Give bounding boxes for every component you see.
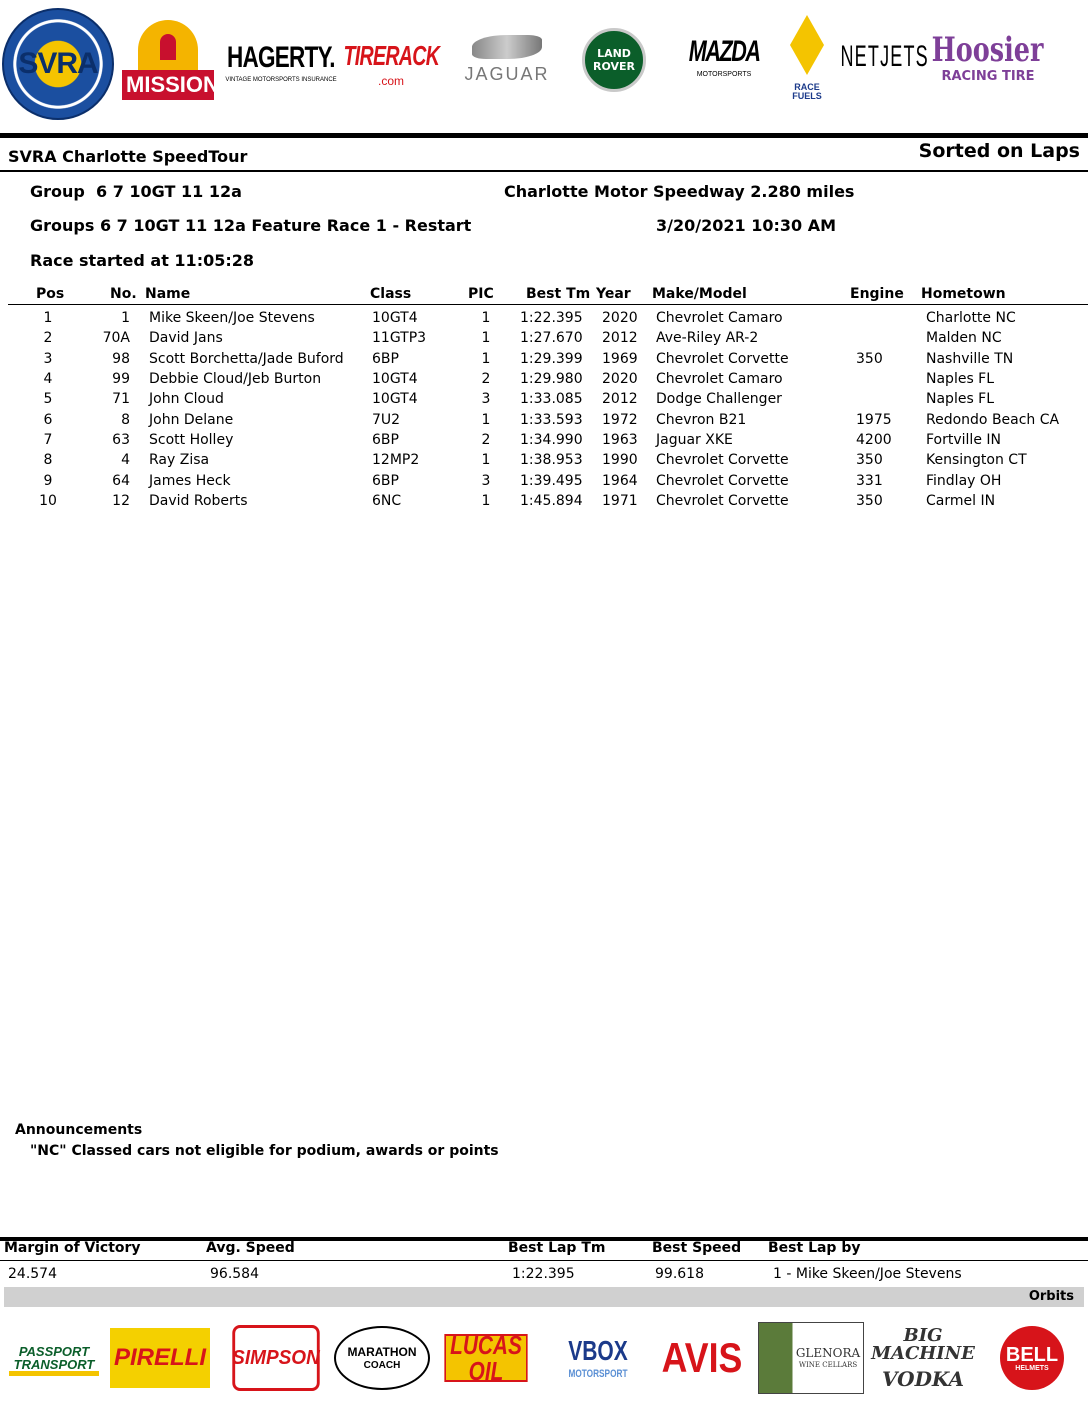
cell-no: 70A: [102, 330, 130, 346]
announcements-title: Announcements: [15, 1122, 143, 1138]
svra-logo-text: SVRA: [18, 47, 98, 80]
column-header-best-tm: Best Tm: [526, 286, 591, 302]
cell-make-model: Chevrolet Camaro: [656, 310, 783, 326]
hagerty-logo-text: HAGERTY.: [227, 41, 335, 74]
cell-best-tm: 1:33.085: [520, 391, 583, 407]
lucas-logo-mark: LUCAS OIL: [444, 1334, 527, 1382]
cell-hometown: Kensington CT: [926, 452, 1027, 468]
jaguar-leaper-icon: [472, 35, 542, 59]
cell-no: 1: [121, 310, 130, 326]
table-row: [0, 473, 1088, 493]
cell-pic: 3: [481, 391, 491, 407]
mazda-logo-text: MAZDA: [688, 34, 760, 68]
cell-name: Scott Holley: [149, 432, 234, 448]
column-header-name: Name: [145, 286, 191, 302]
orbits-bar: [4, 1287, 1084, 1307]
cell-best-tm: 1:39.495: [520, 473, 583, 489]
mission-roof-icon: [138, 20, 198, 70]
passport-logo-mark: PASSPORT TRANSPORT: [9, 1326, 99, 1390]
mission-logo-text: MISSION: [122, 70, 214, 100]
table-row: [0, 432, 1088, 452]
jaguar-logo: [458, 14, 556, 104]
column-header-class: Class: [370, 286, 412, 302]
vbox-logo-text: VBOX: [568, 1334, 628, 1366]
cell-pic: 3: [481, 473, 491, 489]
cell-engine: 331: [856, 473, 883, 489]
cell-class: 12MP2: [372, 452, 420, 468]
jaguar-logo-text: JAGUAR: [464, 64, 550, 84]
cell-best-tm: 1:33.593: [520, 412, 583, 428]
cell-best-tm: 1:29.980: [520, 371, 583, 387]
simpson-logo-mark: SIMPSON: [232, 1325, 319, 1391]
cell-no: 4: [121, 452, 130, 468]
summary-header-margin: Margin of Victory: [4, 1240, 141, 1256]
cell-no: 99: [112, 371, 130, 387]
cell-make-model: Chevrolet Corvette: [656, 351, 789, 367]
announcement-text: "NC" Classed cars not eligible for podium, awards or points: [30, 1143, 499, 1159]
column-header-hometown: Hometown: [921, 286, 1006, 302]
cell-best-tm: 1:22.395: [520, 310, 583, 326]
cell-pos: 1: [43, 310, 53, 326]
cell-pos: 5: [43, 391, 53, 407]
cell-name: David Jans: [149, 330, 223, 346]
summary-header-best-lap: Best Lap Tm: [508, 1240, 606, 1256]
cell-pic: 1: [481, 412, 491, 428]
cell-name: Ray Zisa: [149, 452, 210, 468]
avis-logo-mark: AVIS: [661, 1334, 743, 1381]
bigmachine-logo-sub: VODKA: [881, 1367, 965, 1391]
cell-pos: 6: [43, 412, 53, 428]
cell-year: 1990: [602, 452, 638, 468]
lucas-oil-logo: [434, 1312, 538, 1404]
table-row: [0, 391, 1088, 411]
cell-hometown: Naples FL: [926, 371, 995, 387]
header-rule-bottom: [0, 170, 1088, 172]
bigmachine-logo-mark: [871, 1323, 975, 1393]
cell-class: 6BP: [372, 351, 399, 367]
cell-no: 64: [112, 473, 130, 489]
landrover-oval-icon: [582, 28, 646, 92]
cell-pos: 2: [43, 330, 53, 346]
cell-year: 1969: [602, 351, 638, 367]
cell-year: 2020: [602, 310, 638, 326]
hoosier-logo: [930, 6, 1046, 110]
svra-logo: [2, 8, 114, 120]
cell-make-model: Chevrolet Camaro: [656, 371, 783, 387]
table-row: [0, 310, 1088, 330]
cell-hometown: Nashville TN: [926, 351, 1014, 367]
cell-class: 7U2: [372, 412, 401, 428]
cell-year: 1964: [602, 473, 638, 489]
cell-engine: 4200: [856, 432, 892, 448]
summary-best-lap-value: 1:22.395: [512, 1266, 575, 1282]
cell-class: 10GT4: [372, 310, 418, 326]
mazda-tagline: MOTORSPORTS: [696, 70, 752, 78]
cell-best-tm: 1:29.399: [520, 351, 583, 367]
netjets-logo-text: NETJETS: [840, 40, 930, 73]
tirerack-logo-text: TIRERACK: [343, 40, 439, 71]
table-row: [0, 371, 1088, 391]
simpson-logo: [228, 1312, 324, 1404]
session-label: Groups 6 7 10GT 11 12a Feature Race 1 - Restart: [30, 216, 472, 235]
cell-hometown: Charlotte NC: [926, 310, 1016, 326]
top-sponsor-band: [0, 0, 1088, 122]
racefuels-logo-text: RACE FUELS: [792, 82, 822, 101]
cell-make-model: Dodge Challenger: [656, 391, 782, 407]
cell-class: 6BP: [372, 432, 399, 448]
bell-logo-sub: HELMETS: [1015, 1364, 1049, 1372]
cell-year: 1972: [602, 412, 638, 428]
cell-pic: 1: [481, 351, 491, 367]
cell-class: 6BP: [372, 473, 399, 489]
summary-header-best-lap-by: Best Lap by: [768, 1240, 861, 1256]
summary-header-avg-speed: Avg. Speed: [206, 1240, 295, 1256]
cell-class: 10GT4: [372, 391, 418, 407]
event-title: SVRA Charlotte SpeedTour: [8, 147, 248, 166]
bell-logo-mark: [1000, 1326, 1064, 1390]
hoosier-logo-text: Hoosier: [932, 29, 1044, 70]
cell-no: 8: [121, 412, 130, 428]
vbox-motorsport-logo: [556, 1312, 640, 1404]
summary-best-lap-by-value: 1 - Mike Skeen/Joe Stevens: [773, 1266, 962, 1282]
cell-name: Debbie Cloud/Jeb Burton: [149, 371, 322, 387]
mission-logo: [122, 10, 219, 110]
tirerack-logo: [344, 22, 438, 108]
cell-name: John Cloud: [149, 391, 224, 407]
cell-best-tm: 1:45.894: [520, 493, 583, 509]
cell-hometown: Naples FL: [926, 391, 995, 407]
marathon-logo-mark: [334, 1326, 430, 1390]
track-label: Charlotte Motor Speedway 2.280 miles: [504, 182, 855, 201]
table-row: [0, 412, 1088, 432]
cell-name: John Delane: [149, 412, 234, 428]
table-row: [0, 452, 1088, 472]
cell-pic: 1: [481, 330, 491, 346]
column-header-engine: Engine: [850, 286, 904, 302]
column-header-year: Year: [596, 286, 631, 302]
glenora-logo-mark: [758, 1322, 864, 1394]
cell-pic: 2: [481, 371, 491, 387]
cell-name: James Heck: [149, 473, 231, 489]
summary-best-speed-value: 99.618: [655, 1266, 704, 1282]
cell-pos: 7: [43, 432, 53, 448]
cell-name: Mike Skeen/Joe Stevens: [149, 310, 315, 326]
cell-year: 2012: [602, 391, 638, 407]
cell-pos: 10: [39, 493, 57, 509]
landrover-logo: [568, 10, 660, 110]
cell-make-model: Ave-Riley AR-2: [656, 330, 759, 346]
cell-year: 1971: [602, 493, 638, 509]
cell-hometown: Carmel IN: [926, 493, 996, 509]
cell-pic: 2: [481, 432, 491, 448]
hagerty-logo: [226, 18, 336, 108]
racefuels-logo: [784, 6, 830, 110]
cell-class: 11GTP3: [372, 330, 427, 346]
big-machine-vodka-logo: [870, 1312, 976, 1404]
summary-header-best-speed: Best Speed: [652, 1240, 742, 1256]
summary-header-rule: [0, 1260, 1088, 1261]
cell-class: 10GT4: [372, 371, 418, 387]
summary-avg-speed-value: 96.584: [210, 1266, 259, 1282]
tirerack-domain: .com: [377, 74, 404, 88]
avis-logo: [654, 1312, 750, 1404]
table-row: [0, 351, 1088, 371]
cell-engine: 350: [856, 493, 883, 509]
cell-hometown: Redondo Beach CA: [926, 412, 1060, 428]
column-header-make-model: Make/Model: [652, 286, 747, 302]
cell-best-tm: 1:34.990: [520, 432, 583, 448]
cell-class: 6NC: [372, 493, 402, 509]
marathon-logo-text: MARATHON: [347, 1344, 417, 1359]
bigmachine-logo-text: BIG MACHINE: [871, 1325, 975, 1364]
cell-make-model: Chevrolet Corvette: [656, 493, 789, 509]
column-header-pic: PIC: [468, 286, 494, 302]
cell-no: 12: [112, 493, 130, 509]
vbox-logo-sub: MOTORSPORT: [568, 1367, 628, 1380]
cell-engine: 350: [856, 452, 883, 468]
cell-make-model: Jaguar XKE: [656, 432, 733, 448]
session-datetime: 3/20/2021 10:30 AM: [656, 216, 836, 235]
cell-year: 2012: [602, 330, 638, 346]
table-row: [0, 330, 1088, 350]
hoosier-tagline: RACING TIRE: [941, 68, 1035, 84]
passport-transport-logo: [8, 1312, 100, 1404]
mazda-logo: [676, 4, 772, 110]
race-start-time: Race started at 11:05:28: [30, 251, 255, 270]
cell-name: David Roberts: [149, 493, 248, 509]
cell-make-model: Chevrolet Corvette: [656, 452, 789, 468]
pirelli-logo-mark: PIRELLI: [110, 1328, 210, 1388]
cell-best-tm: 1:38.953: [520, 452, 583, 468]
cell-no: 71: [112, 391, 130, 407]
cell-pos: 8: [43, 452, 53, 468]
cell-hometown: Malden NC: [926, 330, 1002, 346]
bell-helmets-logo: [996, 1312, 1068, 1404]
sunoco-diamond-icon: [790, 15, 824, 75]
cell-hometown: Fortville IN: [926, 432, 1001, 448]
orbits-label: Orbits: [1028, 1289, 1074, 1304]
table-header-rule: [8, 304, 1088, 305]
cell-year: 2020: [602, 371, 638, 387]
pirelli-logo: [108, 1312, 212, 1404]
cell-pos: 3: [43, 351, 53, 367]
cell-pic: 1: [481, 493, 491, 509]
glenora-logo-text: GLENORA: [795, 1346, 861, 1360]
header-rule-top: [0, 133, 1088, 138]
marathon-coach-logo: [334, 1312, 430, 1404]
glenora-logo-sub: WINE CELLARS: [798, 1361, 858, 1369]
cell-pic: 1: [481, 452, 491, 468]
glenora-logo: [758, 1312, 864, 1404]
cell-no: 98: [112, 351, 130, 367]
cell-pos: 9: [43, 473, 53, 489]
table-row: [0, 493, 1088, 513]
hagerty-tagline: VINTAGE MOTORSPORTS INSURANCE: [225, 77, 337, 83]
column-header-no: No.: [110, 286, 137, 302]
cell-pos: 4: [43, 371, 53, 387]
cell-make-model: Chevron B21: [656, 412, 747, 428]
group-label: Group 6 7 10GT 11 12a: [30, 182, 242, 201]
cell-pic: 1: [481, 310, 491, 326]
column-header-pos: Pos: [36, 286, 65, 302]
cell-no: 63: [112, 432, 130, 448]
cell-hometown: Findlay OH: [926, 473, 1002, 489]
cell-year: 1963: [602, 432, 638, 448]
summary-margin-value: 24.574: [8, 1266, 57, 1282]
cell-make-model: Chevrolet Corvette: [656, 473, 789, 489]
sort-label: Sorted on Laps: [918, 140, 1080, 162]
bell-logo-text: BELL: [1005, 1343, 1059, 1366]
landrover-logo-text: LAND ROVER: [592, 47, 636, 73]
vbox-logo-mark: [568, 1326, 628, 1390]
marathon-logo-sub: COACH: [363, 1359, 401, 1371]
cell-engine: 1975: [856, 412, 892, 428]
cell-best-tm: 1:27.670: [520, 330, 583, 346]
netjets-logo: [840, 14, 930, 100]
cell-name: Scott Borchetta/Jade Buford: [149, 351, 344, 367]
cell-engine: 350: [856, 351, 883, 367]
